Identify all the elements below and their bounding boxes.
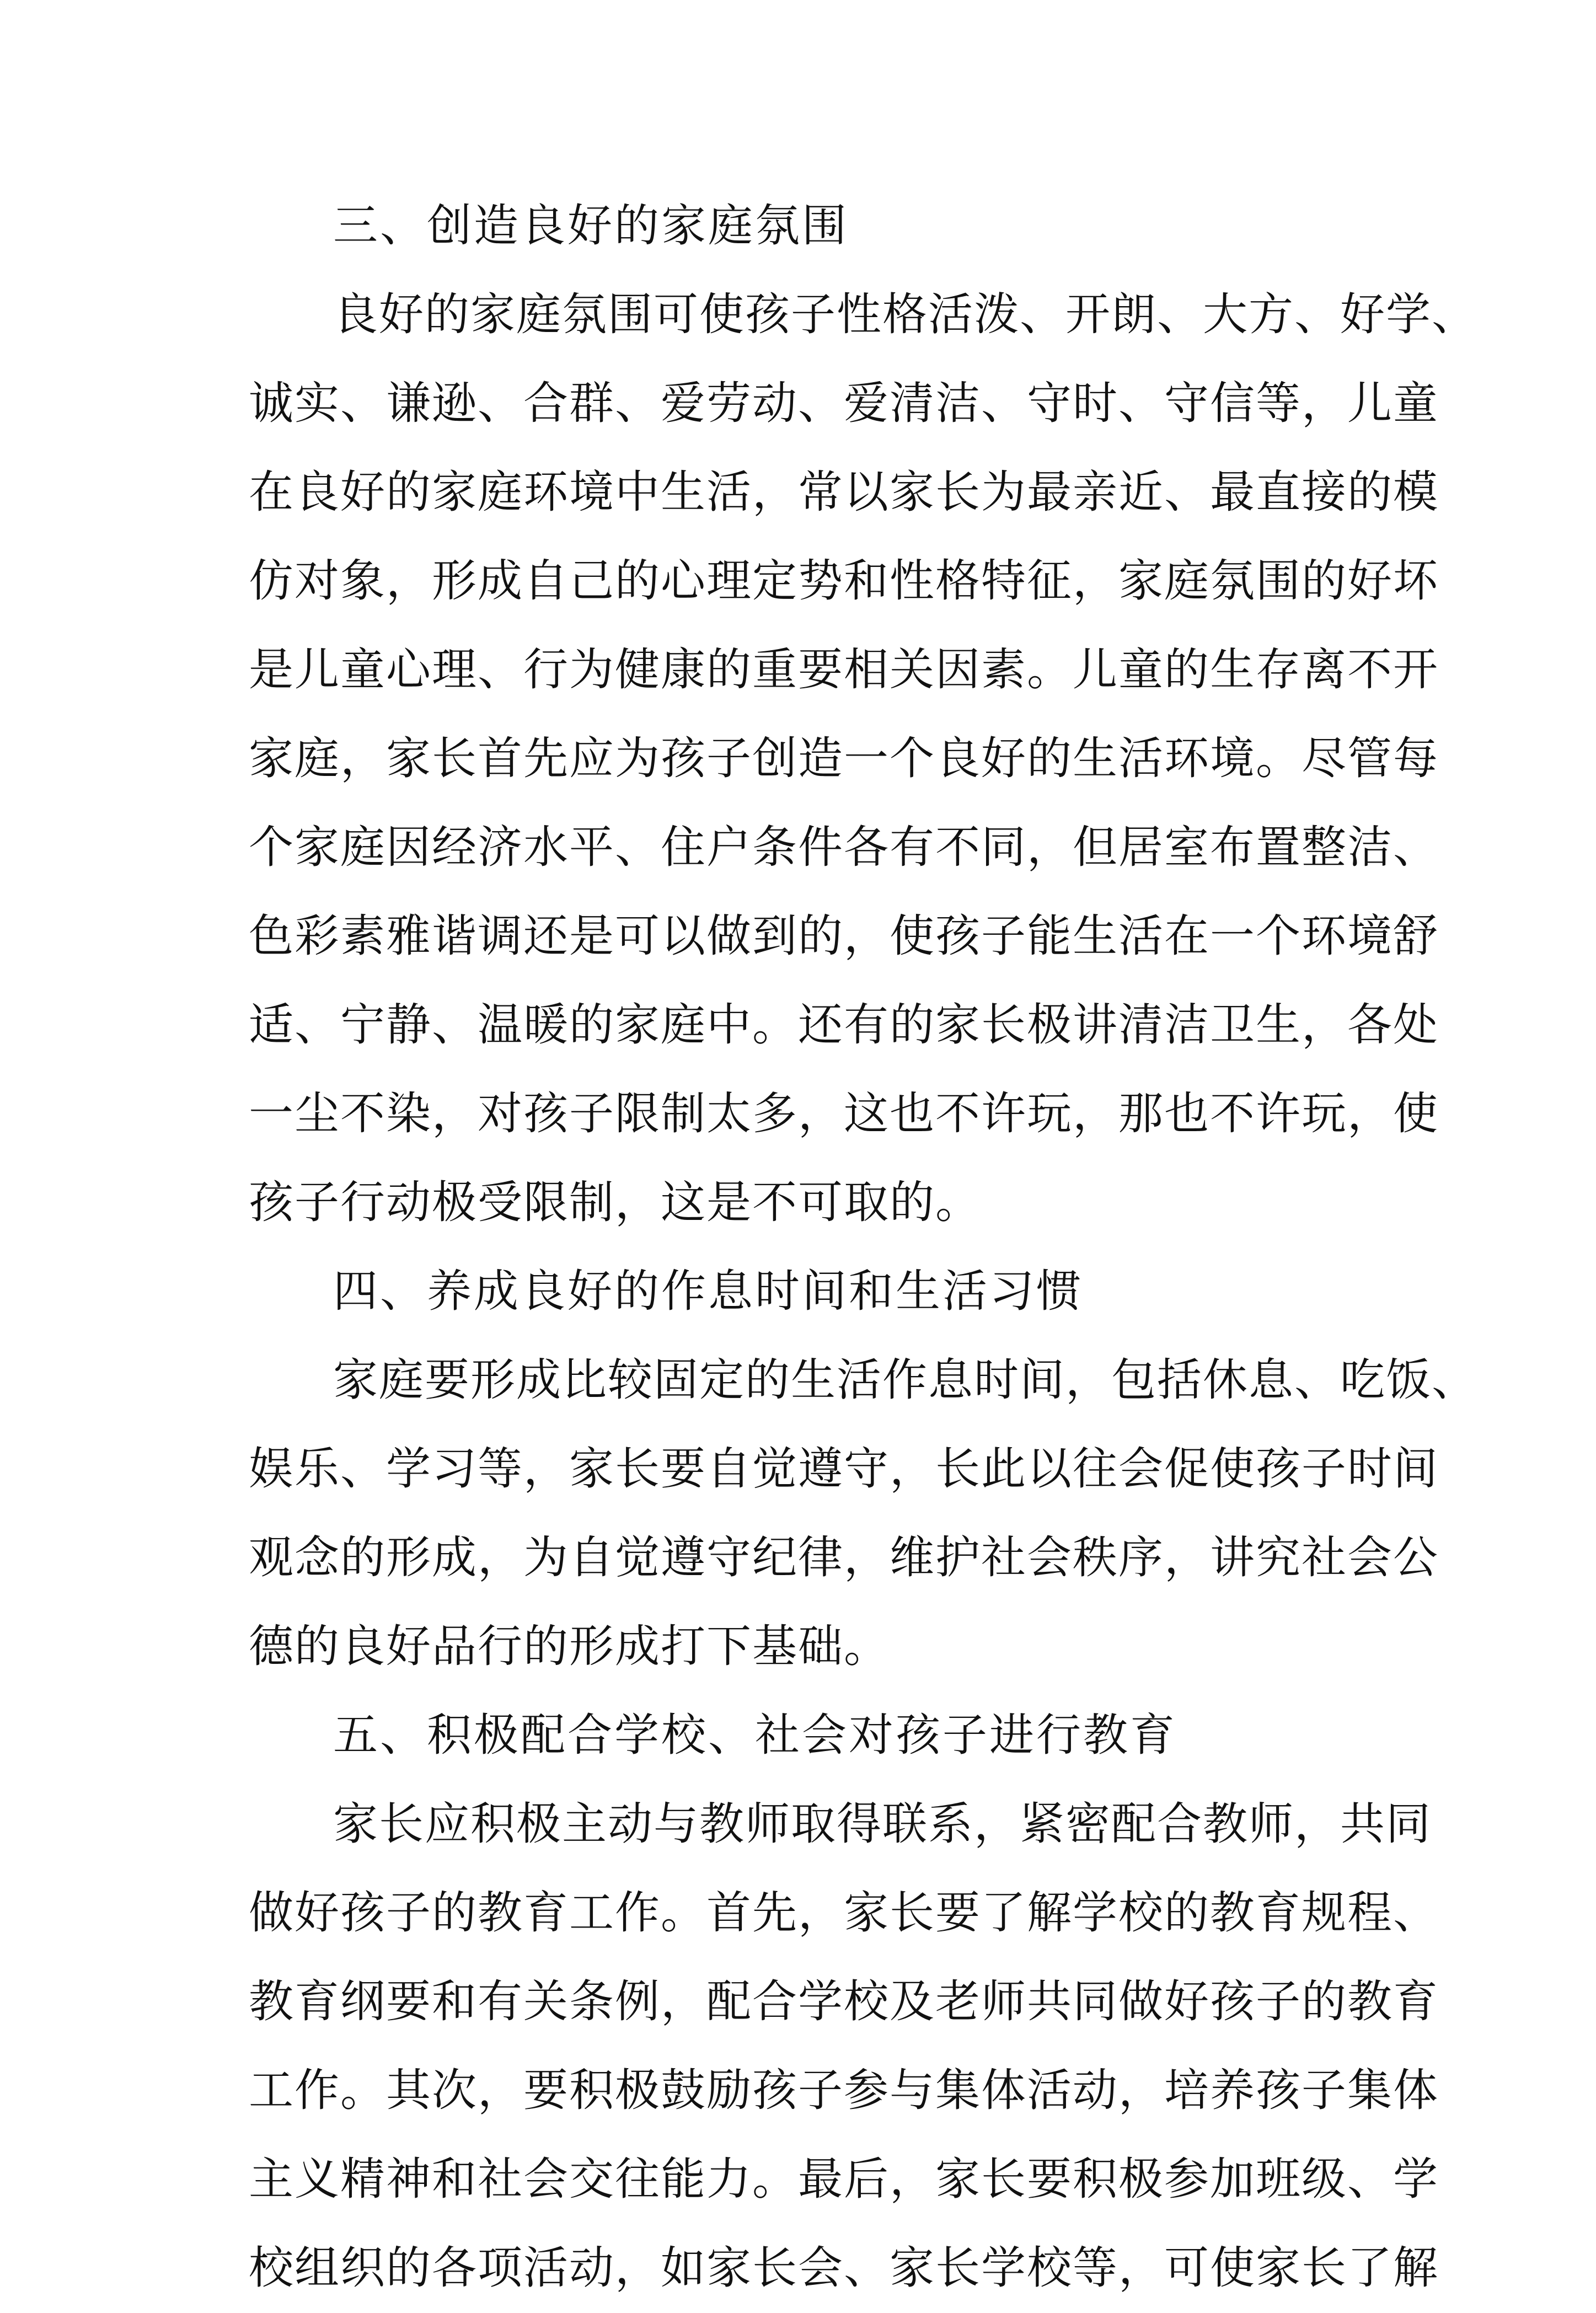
paragraph-line: 仿对象，形成自己的心理定势和性格特征，家庭氛围的好坏 xyxy=(249,555,1439,607)
paragraph-line: 家庭要形成比较固定的生活作息时间，包括休息、吃饭、 xyxy=(333,1354,1478,1406)
paragraph-line: 德的良好品行的形成打下基础。 xyxy=(249,1621,890,1673)
paragraph-line: 主义精神和社会交往能力。最后，家长要积极参加班级、学 xyxy=(249,2154,1439,2205)
paragraph-line: 在良好的家庭环境中生活，常以家长为最亲近、最直接的模 xyxy=(249,467,1439,518)
paragraph-line: 个家庭因经济水平、住户条件各有不同，但居室布置整洁、 xyxy=(249,822,1439,874)
paragraph-line: 色彩素雅谐调还是可以做到的，使孩子能生活在一个环境舒 xyxy=(249,911,1439,962)
paragraph-line: 孩子行动极受限制，这是不可取的。 xyxy=(249,1177,982,1229)
paragraph-line: 教育纲要和有关条例，配合学校及老师共同做好孩子的教育 xyxy=(249,1976,1439,2028)
paragraph-line: 良好的家庭氛围可使孩子性格活泼、开朗、大方、好学、 xyxy=(333,289,1478,341)
paragraph-line: 适、宁静、温暖的家庭中。还有的家长极讲清洁卫生，各处 xyxy=(249,999,1439,1051)
paragraph-line: 娱乐、学习等，家长要自觉遵守，长此以往会促使孩子时间 xyxy=(249,1443,1439,1495)
section-heading-5: 五、积极配合学校、社会对孩子进行教育 xyxy=(333,1710,1177,1761)
paragraph-line: 家长应积极主动与教师取得联系，紧密配合教师，共同 xyxy=(333,1798,1432,1850)
paragraph-line: 诚实、谦逊、合群、爱劳动、爱清洁、守时、守信等，儿童 xyxy=(249,378,1439,430)
paragraph-line: 做好孩子的教育工作。首先，家长要了解学校的教育规程、 xyxy=(249,1887,1439,1939)
paragraph-line: 家庭，家长首先应为孩子创造一个良好的生活环境。尽管每 xyxy=(249,733,1439,785)
paragraph-line: 观念的形成，为自觉遵守纪律，维护社会秩序，讲究社会公 xyxy=(249,1532,1439,1584)
section-heading-3: 三、创造良好的家庭氛围 xyxy=(333,200,849,252)
paragraph-line: 工作。其次，要积极鼓励孩子参与集体活动，培养孩子集体 xyxy=(249,2065,1439,2117)
section-heading-4: 四、养成良好的作息时间和生活习惯 xyxy=(333,1266,1084,1318)
paragraph-line: 校组织的各项活动，如家长会、家长学校等，可使家长了解 xyxy=(249,2242,1439,2294)
paragraph-line: 一尘不染，对孩子限制太多，这也不许玩，那也不许玩，使 xyxy=(249,1088,1439,1140)
paragraph-line: 是儿童心理、行为健康的重要相关因素。儿童的生存离不开 xyxy=(249,644,1439,696)
